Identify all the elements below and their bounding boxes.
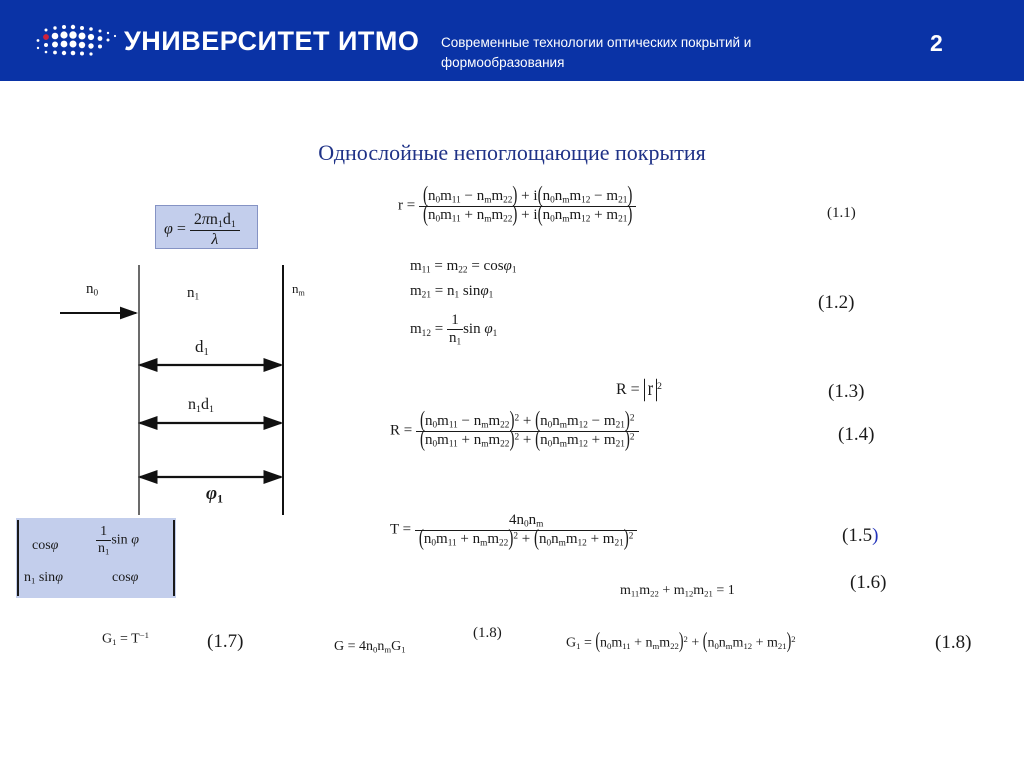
n1-sub-frac: 1 xyxy=(105,546,110,557)
phi2: φ xyxy=(480,283,489,299)
n0i: n xyxy=(540,413,548,429)
n-symbol: n xyxy=(209,211,218,228)
pi-symbol: π xyxy=(201,211,210,228)
fraction-1-4 xyxy=(416,408,639,452)
phase-thickness-box xyxy=(155,205,258,249)
eq5: = xyxy=(630,381,640,398)
cos-label-22: cos xyxy=(112,570,131,585)
denominator-1-4: $(n_0m_{11} + n_mm_{22})^2 + (n_0n_mm_{12} + m_{21})^2$ xyxy=(416,431,639,450)
n0: n xyxy=(427,188,436,204)
matrix-cell-12 xyxy=(96,524,139,557)
n-subscript: 1 xyxy=(217,218,223,230)
m12d: m xyxy=(569,206,582,223)
n0h: n xyxy=(424,413,433,429)
sub0: 0 xyxy=(435,195,441,206)
cos1: cos xyxy=(483,258,504,274)
plusd: + xyxy=(521,206,530,223)
nmd: n xyxy=(554,206,563,223)
sup2b: 2 xyxy=(514,413,520,424)
sub0l: 0 xyxy=(523,519,529,530)
m22m: m xyxy=(487,530,500,547)
m11j: m xyxy=(437,431,449,448)
m11h: m xyxy=(437,413,449,429)
abs-value-bars xyxy=(644,379,657,402)
denominator-1-1: $(n_0m_{11} + n_mm_{22}) + i(n_0n_mm_{12} + m_{21})$ xyxy=(419,206,636,225)
phi-sym-21: φ xyxy=(55,570,63,585)
slide-page-number: 2 xyxy=(930,30,943,56)
one-rhs: 1 xyxy=(727,583,735,598)
phisub3: 1 xyxy=(492,328,498,339)
sup2h: 2 xyxy=(683,634,688,644)
submd: m xyxy=(562,214,570,225)
G1-subscript-2: 1 xyxy=(401,644,406,655)
equation-1-2-line-3 xyxy=(410,312,497,348)
one-over-n1-fraction-2 xyxy=(447,312,463,348)
n1f: n xyxy=(446,283,455,299)
m12o: m xyxy=(673,583,685,598)
equation-number-1-5 xyxy=(842,525,878,547)
sup2e: 2 xyxy=(629,431,635,442)
fraction-1-1 xyxy=(419,183,636,227)
G1-subscript: 1 xyxy=(112,636,117,647)
plusj: + xyxy=(461,431,470,448)
den-n1 xyxy=(447,329,463,348)
plusm: + xyxy=(460,530,469,547)
characteristic-matrix-box xyxy=(16,518,176,598)
m21f: m xyxy=(410,283,422,299)
dimension-label-phi1 xyxy=(206,483,223,506)
eq3: = xyxy=(434,283,444,299)
s21k: 21 xyxy=(615,439,625,450)
equation-number-1-7: (1.7) xyxy=(207,631,244,652)
plusq: + xyxy=(634,635,643,651)
s11c: 11 xyxy=(451,214,461,225)
pluss: + xyxy=(755,635,764,651)
matrix-cell-22 xyxy=(112,570,138,586)
s21n: 21 xyxy=(614,538,624,549)
m21d: m xyxy=(606,206,619,223)
phi3: φ xyxy=(484,321,493,338)
nm-symbol: n xyxy=(292,281,299,296)
equation-number-1-8a: (1.8) xyxy=(473,625,502,641)
denominator-1-5: $(n_0m_{11} + n_mm_{22})^2 + (n_0n_mm_{12} + m_{21})^2$ xyxy=(415,530,638,549)
nm: n xyxy=(476,188,485,204)
s11e: 11 xyxy=(421,265,431,276)
n0-subscript: 0 xyxy=(93,288,99,299)
n1-symbol-2: n xyxy=(188,396,196,413)
d1-symbol-2: d xyxy=(200,396,209,413)
n1-sym-frac: n xyxy=(98,541,105,556)
nmn: n xyxy=(551,530,559,547)
sub0n: 0 xyxy=(546,538,552,549)
T-symbol-2: T xyxy=(131,631,140,647)
minusi: − xyxy=(591,413,601,429)
eq11: = xyxy=(583,635,592,651)
sin1: sin xyxy=(462,283,481,299)
sub0d: 0 xyxy=(550,214,555,225)
sup2c: 2 xyxy=(629,413,635,424)
s11j: 11 xyxy=(448,439,458,450)
phi1-subscript: 1 xyxy=(217,492,224,506)
equation-1-7 xyxy=(102,630,149,647)
m12k: m xyxy=(566,431,579,448)
minusb: − xyxy=(594,188,603,204)
r-inside-abs: r xyxy=(647,378,654,400)
minus: − xyxy=(464,188,473,204)
fraction-denominator-n1 xyxy=(96,540,111,557)
sup2g: 2 xyxy=(628,530,634,541)
subml: m xyxy=(536,519,544,530)
nmk: n xyxy=(552,431,560,448)
sup2f: 2 xyxy=(513,530,518,541)
sup2i: 2 xyxy=(791,634,796,644)
m22q: m xyxy=(659,635,671,651)
submc: m xyxy=(484,214,492,225)
sub0j: 0 xyxy=(432,439,438,450)
plus: + xyxy=(521,188,530,204)
submq: m xyxy=(652,640,660,651)
nmj: n xyxy=(473,431,482,448)
s21f: 21 xyxy=(421,290,431,301)
n0p: n xyxy=(366,639,374,654)
numerator-1-4: $(n_0m_{11} - n_mm_{22})^2 + (n_0n_mm_{12} - m_{21})^2$ xyxy=(419,408,635,434)
m22: m xyxy=(491,188,504,204)
phi1-symbol: φ xyxy=(206,483,218,504)
equation-1-8b: $G_1 = (n_0m_{11} + n_mm_{22})^2 + (n_0n_mm_{12} + m_{21})^2$ xyxy=(566,630,796,655)
plusr: + xyxy=(691,635,700,651)
nmh: n xyxy=(473,413,482,429)
G-symbol: G xyxy=(334,639,345,654)
eq2: = xyxy=(471,258,480,274)
n1-sym-21: n xyxy=(24,570,31,585)
d1-symbol: d xyxy=(195,337,204,356)
m22c: m xyxy=(491,206,504,223)
plusk: + xyxy=(522,431,532,448)
s12: 12 xyxy=(581,195,591,206)
s21o: 21 xyxy=(704,588,713,599)
university-logo-text: УНИВЕРСИТЕТ ИТМО xyxy=(124,26,420,56)
m11q: m xyxy=(611,635,623,651)
s12k: 12 xyxy=(578,439,588,450)
submk: m xyxy=(559,439,567,450)
sub0m: 0 xyxy=(431,538,437,549)
phisub2: 1 xyxy=(488,290,494,301)
sub0k: 0 xyxy=(547,439,553,450)
d-subscript: 1 xyxy=(230,218,236,230)
m11m: m xyxy=(436,530,448,547)
phase-thickness-formula xyxy=(164,211,240,249)
nmi: n xyxy=(552,413,560,429)
sin-label-21: sin xyxy=(38,570,56,585)
fraction-1-5 xyxy=(415,512,638,551)
n0-symbol: n xyxy=(86,281,94,297)
equation-1-5 xyxy=(390,512,637,551)
d1-subscript: 1 xyxy=(203,346,209,358)
minush: − xyxy=(461,413,470,429)
submb: m xyxy=(562,195,570,206)
s21i: 21 xyxy=(615,420,625,431)
n0j: n xyxy=(424,431,433,448)
sup2d: 2 xyxy=(514,431,520,442)
s12g: 12 xyxy=(421,328,431,339)
itmo-dot-matrix-logo xyxy=(28,18,128,63)
s11h: 11 xyxy=(448,420,458,431)
m21o: m xyxy=(693,583,705,598)
m12n: m xyxy=(565,530,578,547)
plush: + xyxy=(522,413,532,429)
equation-number-1-6: (1.6) xyxy=(850,572,887,593)
sub0c: 0 xyxy=(435,214,441,225)
eq4: = xyxy=(434,321,444,338)
s12r: 12 xyxy=(743,640,753,651)
sup2a: 2 xyxy=(657,381,662,393)
eqnum-1-5-text: (1.5 xyxy=(842,525,873,546)
single-layer-coating-diagram xyxy=(60,265,370,515)
s22m: 22 xyxy=(499,538,509,549)
s22c: 22 xyxy=(503,214,513,225)
s11: 11 xyxy=(451,195,461,206)
m12i: m xyxy=(566,413,579,429)
submn: m xyxy=(558,538,566,549)
G1-symbol-2: G xyxy=(391,639,402,654)
n1subg: 1 xyxy=(456,337,462,348)
d1-subscript-2: 1 xyxy=(208,403,214,415)
phi-symbol: φ xyxy=(164,220,173,238)
slide-title: Однослойные непоглощающие покрытия xyxy=(318,140,706,165)
s11q: 11 xyxy=(622,640,631,651)
matrix-cell-21 xyxy=(24,570,63,586)
plusp: + xyxy=(662,583,671,598)
m21n: m xyxy=(602,530,615,547)
phi-sym-11: φ xyxy=(50,538,59,553)
nml: n xyxy=(528,512,537,528)
s11m: 11 xyxy=(447,538,457,549)
matrix-left-bar xyxy=(17,520,19,596)
slide-header-bar xyxy=(0,0,1024,81)
four: 4 xyxy=(508,512,517,528)
subm: m xyxy=(484,195,492,206)
n0q: n xyxy=(600,635,608,651)
nmc: n xyxy=(476,206,485,223)
n0d: n xyxy=(542,206,551,223)
eq8: = xyxy=(716,583,725,598)
eqnum-1-5-close-paren: ) xyxy=(872,525,879,546)
s22j: 22 xyxy=(500,439,510,450)
sup-minus-1: −1 xyxy=(139,630,149,640)
m21k: m xyxy=(603,431,616,448)
s21r: 21 xyxy=(777,640,787,651)
s11o: 11 xyxy=(630,588,640,599)
n0r: n xyxy=(707,635,715,651)
m21r: m xyxy=(767,635,778,651)
eq6: = xyxy=(403,422,413,439)
sin-label-12: sin xyxy=(111,532,128,548)
dimension-label-n1d1 xyxy=(188,396,214,415)
n0m: n xyxy=(423,530,432,547)
nmm: n xyxy=(472,530,481,547)
eq7: = xyxy=(402,521,412,538)
diagram-arrows xyxy=(60,265,370,515)
four-b: 4 xyxy=(359,639,367,654)
equation-1-4 xyxy=(390,408,639,452)
m12: m xyxy=(569,188,582,204)
n1g: n xyxy=(448,330,457,346)
n0b: n xyxy=(542,188,551,204)
m11c: m xyxy=(440,206,452,223)
i: i xyxy=(533,188,538,204)
n1-subscript: 1 xyxy=(194,292,200,303)
s22h: 22 xyxy=(500,420,510,431)
n0n: n xyxy=(538,530,547,547)
phi-sym-12: φ xyxy=(131,532,139,548)
cos-label: cos xyxy=(32,538,51,553)
eq1: = xyxy=(434,258,443,274)
n0k: n xyxy=(540,431,548,448)
phi-sym-22: φ xyxy=(130,570,139,585)
m22j: m xyxy=(488,431,501,448)
sub0b: 0 xyxy=(550,195,555,206)
equation-number-1-3: (1.3) xyxy=(828,381,865,402)
s12i: 12 xyxy=(578,420,588,431)
s12o: 12 xyxy=(684,588,694,599)
submi: m xyxy=(559,420,567,431)
phisub1: 1 xyxy=(511,265,517,276)
s22o: 22 xyxy=(650,588,659,599)
n1-symbol: n xyxy=(187,285,195,301)
m22h: m xyxy=(488,413,501,429)
s21d: 21 xyxy=(618,214,628,225)
phi-denominator: λ xyxy=(190,230,240,249)
G1-subscript-3: 1 xyxy=(576,640,581,651)
equation-1-6 xyxy=(620,583,735,599)
G1-symbol: G xyxy=(102,631,113,647)
G1-symbol-3: G xyxy=(566,635,577,651)
logo-dots-icon xyxy=(28,18,128,63)
equation-1-8a xyxy=(334,639,406,655)
dimension-label-d1 xyxy=(195,337,209,358)
sub0r: 0 xyxy=(714,640,719,651)
submp: m xyxy=(384,644,392,655)
eq9: = xyxy=(119,631,128,647)
matrix-right-bar xyxy=(173,520,175,596)
s12n: 12 xyxy=(577,538,587,549)
fraction-numerator-one: 1 xyxy=(100,524,108,539)
sub0q: 0 xyxy=(607,640,612,651)
s22e: 22 xyxy=(458,265,468,276)
phi-fraction xyxy=(190,211,240,249)
r-symbol: r xyxy=(398,197,403,214)
s22: 22 xyxy=(503,195,513,206)
m12r: m xyxy=(732,635,744,651)
equation-number-1-2: (1.2) xyxy=(818,292,855,313)
equation-1-2-line-2 xyxy=(410,283,493,301)
nmq: n xyxy=(645,635,653,651)
logo-accent-dot xyxy=(43,34,49,40)
equals-1-1: = xyxy=(406,197,416,214)
n1subf: 1 xyxy=(454,290,460,301)
numerator-1-5 xyxy=(415,512,638,530)
submr: m xyxy=(725,640,733,651)
m22e: m xyxy=(446,258,459,274)
T-symbol: T xyxy=(390,521,399,538)
submj: m xyxy=(481,439,489,450)
matrix-cell-11 xyxy=(32,538,58,554)
submm: m xyxy=(480,538,488,549)
one-over-n1-fraction xyxy=(96,524,111,557)
m22o: m xyxy=(639,583,651,598)
equation-number-1-1: (1.1) xyxy=(827,205,856,221)
pluse: + xyxy=(594,206,603,223)
plusl: + xyxy=(591,431,601,448)
presentation-subtitle: Современные технологии оптических покрытий и формообразования xyxy=(441,35,752,70)
plusc: + xyxy=(464,206,473,223)
n1-subscript-2: 1 xyxy=(196,403,201,415)
equation-1-1 xyxy=(398,183,636,227)
m21i: m xyxy=(603,413,616,429)
m12g: m xyxy=(410,321,422,338)
n0l: n xyxy=(516,512,524,528)
R-symbol: R xyxy=(616,381,627,398)
n0c: n xyxy=(427,206,436,223)
nmp: n xyxy=(377,639,385,654)
s22q: 22 xyxy=(670,640,679,651)
R-symbol-2: R xyxy=(390,422,401,439)
id: i xyxy=(533,206,538,223)
sub0i: 0 xyxy=(547,420,553,431)
header-divider xyxy=(0,81,1024,84)
nmb: n xyxy=(554,188,563,204)
numerator-1-1: $(n_0m_{11} - n_mm_{22}) + i(n_0n_mm_{12} - m_{21})$ xyxy=(422,183,633,209)
equation-1-3 xyxy=(616,378,662,400)
m11o: m xyxy=(620,583,631,598)
m11e: m xyxy=(410,258,422,274)
s12d: 12 xyxy=(581,214,591,225)
pluso: + xyxy=(590,530,600,547)
phi1: φ xyxy=(503,258,512,274)
equals-sign: = xyxy=(176,220,186,238)
d-symbol: d xyxy=(222,211,231,228)
plusn: + xyxy=(521,530,531,547)
sub0p: 0 xyxy=(373,644,378,655)
equation-number-1-4: (1.4) xyxy=(838,424,875,445)
sub0h: 0 xyxy=(432,420,438,431)
sin2: sin xyxy=(463,321,481,338)
phi-numerator: $2\pi n_1d_1$ xyxy=(193,211,236,230)
equation-number-1-8b: (1.8) xyxy=(935,632,972,653)
s21: 21 xyxy=(618,195,628,206)
nm-subscript: m xyxy=(298,288,305,298)
n1-sub-21: 1 xyxy=(31,575,36,586)
num-one: 1 xyxy=(451,312,459,328)
submh: m xyxy=(481,420,489,431)
m21: m xyxy=(606,188,619,204)
equation-1-2-line-1 xyxy=(410,258,517,276)
nmr: n xyxy=(718,635,726,651)
m: m xyxy=(440,188,452,204)
eq10: = xyxy=(347,639,356,654)
